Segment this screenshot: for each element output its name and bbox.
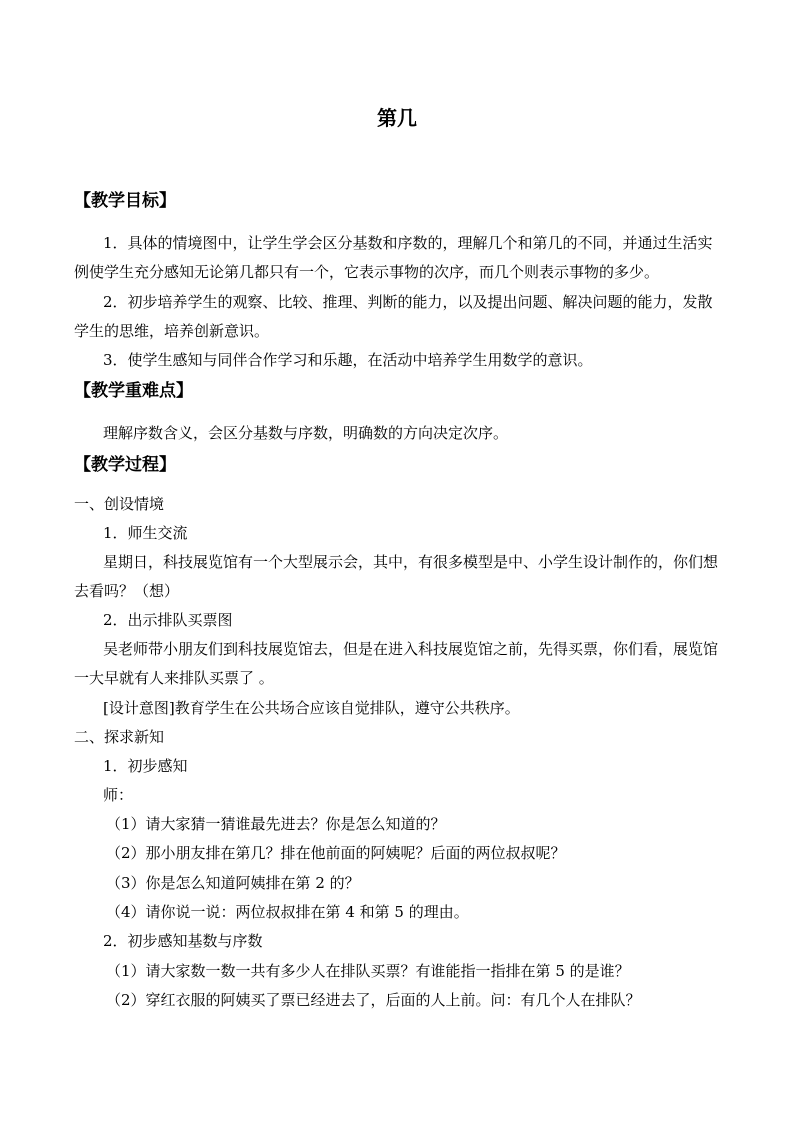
section-heading-goals: 【教学目标】 — [74, 191, 176, 211]
section-heading-process: 【教学过程】 — [74, 455, 176, 475]
part2-question-4: （4）请你说一说：两位叔叔排在第 4 和第 5 的理由。 — [106, 903, 469, 921]
part2-question-6: （2）穿红衣服的阿姨买了票已经进去了，后面的人上前。问：有几个人在排队？ — [106, 991, 641, 1009]
part2-sub1: 1．初步感知 — [103, 757, 188, 775]
part2-question-3: （3）你是怎么知道阿姨排在第 2 的？ — [106, 874, 360, 892]
part2-title: 二、探求新知 — [74, 728, 165, 746]
part2-teacher-label: 师： — [103, 786, 134, 804]
part2-question-1: （1）请大家猜一猜谁最先进去？你是怎么知道的？ — [106, 815, 446, 833]
part1-text1: 星期日，科技展览馆有一个大型展示会，其中，有很多模型是中、小学生设计制作的，你们想去看吗？（想） — [74, 553, 719, 600]
section-heading-key-points: 【教学重难点】 — [74, 381, 193, 401]
goal-item-3: 3．使学生感知与同伴合作学习和乐趣，在活动中培养学生用数学的意识。 — [103, 351, 593, 369]
part2-question-5: （1）请大家数一数一共有多少人在排队买票？有谁能指一指排在第 5 的是谁？ — [106, 962, 630, 980]
part2-sub2: 2．初步感知基数与序数 — [103, 932, 263, 950]
part1-sub1: 1．师生交流 — [103, 524, 188, 542]
goal-item-1: 1．具体的情境图中，让学生学会区分基数和序数的，理解几个和第几的不同，并通过生活实例使学生充分感知无论第几都只有一个，它表示事物的次序，而几个则表示事物的多少。 — [74, 234, 713, 281]
part2-question-2: （2）那小朋友排在第几？排在他前面的阿姨呢？后面的两位叔叔呢？ — [106, 844, 566, 862]
goal-item-2: 2．初步培养学生的观察、比较、推理、判断的能力，以及提出问题、解决问题的能力，发散学生的思维，培养创新意识。 — [74, 293, 713, 340]
key-points-text: 理解序数含义，会区分基数与序数，明确数的方向决定次序。 — [103, 424, 509, 442]
part1-design-intent: [设计意图]教育学生在公共场合应该自觉排队，遵守公共秩序。 — [103, 699, 520, 717]
part1-text2: 吴老师带小朋友们到科技展览馆去，但是在进入科技展览馆之前，先得买票，你们看，展览馆一大早就有人来排队买票了 。 — [74, 640, 719, 687]
document-title: 第几 — [377, 106, 417, 130]
part1-sub2: 2．出示排队买票图 — [103, 611, 233, 629]
part1-title: 一、创设情境 — [74, 495, 165, 513]
